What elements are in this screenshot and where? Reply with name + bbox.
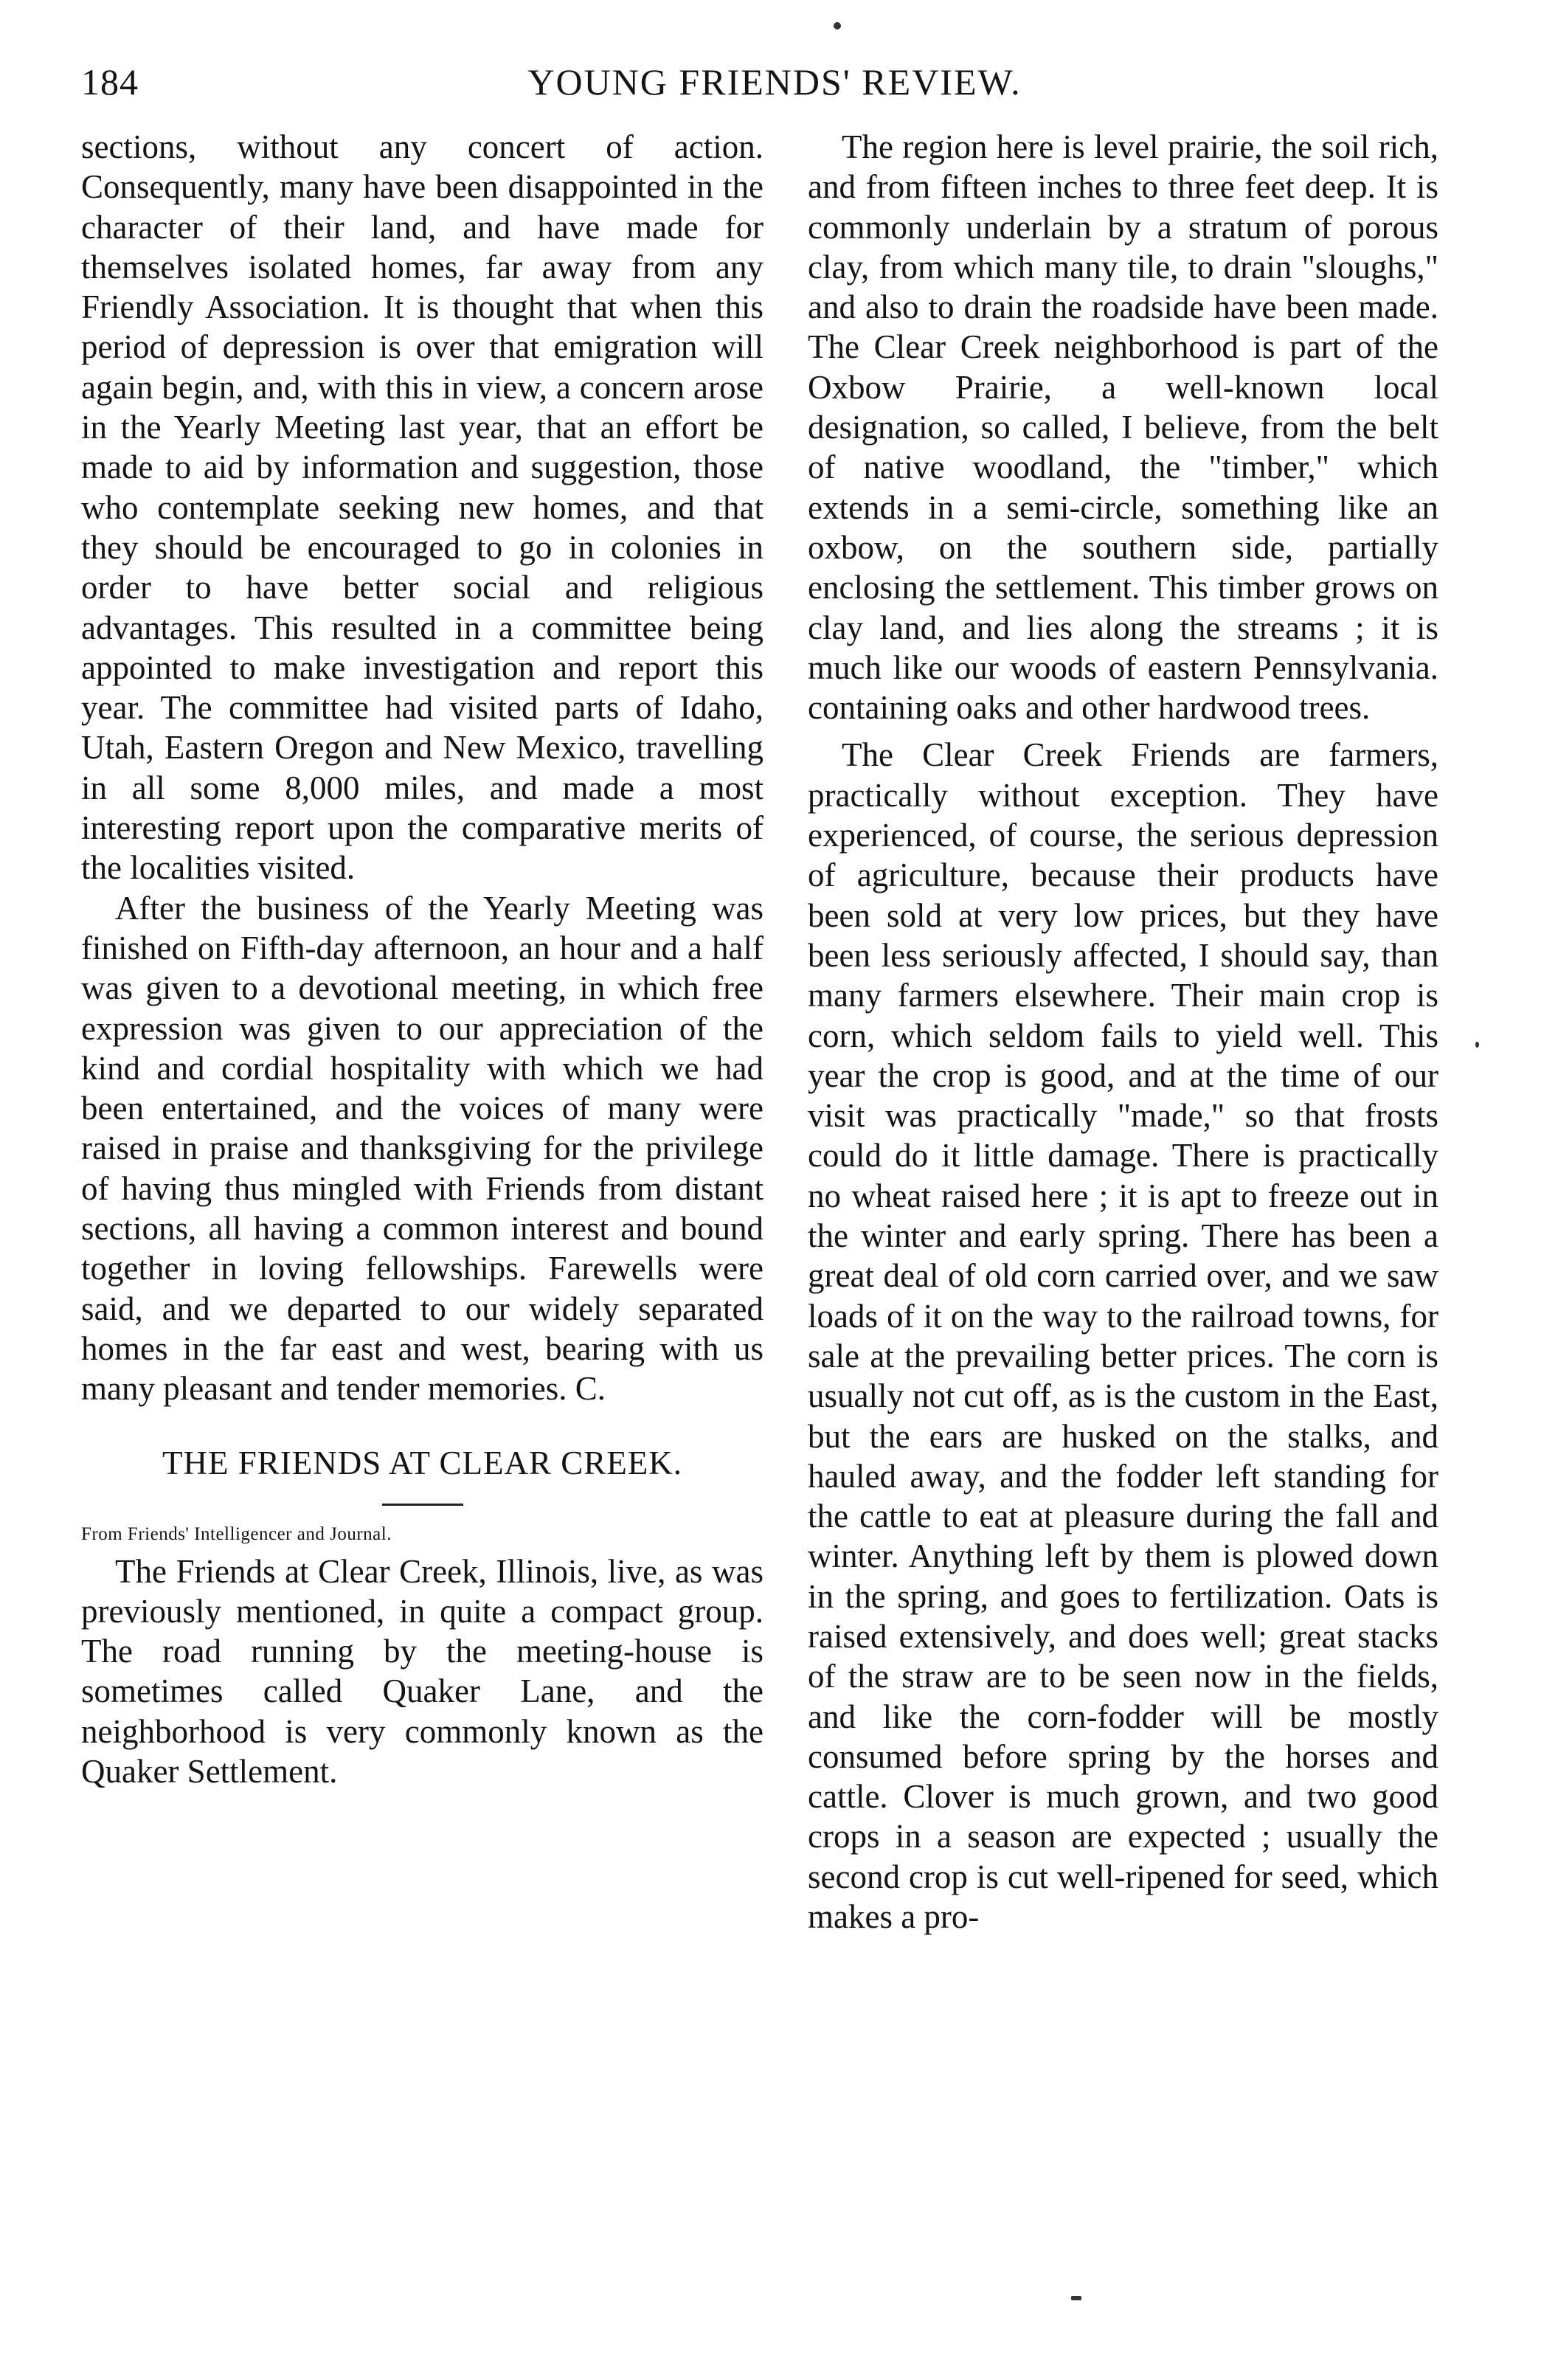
section-heading: THE FRIENDS AT CLEAR CREEK. <box>162 1444 682 1481</box>
left-paragraph-2: After the business of the Yearly Meeting was finished on Fifth-day afternoon, an hour and a half was given to a devotional meeting, in which free expression was given to our appreciation of the kind and cordial hospitality with which we had been entertained, and the voices of many were raised in praise and thanksgiving for the privilege of having thus mingled with Friends from distant sections, all having a common interest and bound together in loving fellowships. Farewells were said, and we departed to our widely separated homes in the far east and west, bearing with us many pleasant and tender memories. C. <box>81 889 763 1408</box>
page-header <box>81 60 1468 112</box>
scan-speck <box>1475 1042 1479 1048</box>
scan-speck <box>1071 2296 1081 2300</box>
heading-rule <box>382 1504 463 1506</box>
page-number: 184 <box>81 61 139 103</box>
left-column <box>81 127 763 1791</box>
left-paragraph-3: The Friends at Clear Creek, Illinois, live, as was previously mentioned, in quite a compact group. The road running by the meeting-house is sometimes called Quaker Lane, and the neighborhood is very commonly known as the Quaker Settlement. <box>81 1552 763 1790</box>
left-paragraph-1: sections, without any concert of action. Consequently, many have been disappointed in the character of their land, and have made for themselves isolated homes, far away from any Friendly Association. It is thought that when this period of depression is over that emigration will again begin, and, with this in view, a concern arose in the Yearly Meeting last year, that an effort be made to aid by information and suggestion, those who contemplate seeking new homes, and that they should be encouraged to go in colonies in order to have better social and religious advantages. This resulted in a committee being appointed to make investigation and report this year. The committee had visited parts of Idaho, Utah, Eastern Oregon and New Mexico, travelling in all some 8,000 miles, and made a most interesting report upon the comparative merits of the localities visited. <box>81 128 763 887</box>
scan-speck <box>834 22 841 30</box>
right-paragraph-1: The region here is level prairie, the soil rich, and from fifteen inches to three feet deep. It is commonly underlain by a stratum of porous clay, from which many tile, to drain "sloughs," and also to drain the roadside have been made. The Clear Creek neighborhood is part of the Oxbow Prairie, a well-known local designation, so called, I believe, from the belt of native woodland, the "timber," which extends in a semi-circle, something like an oxbow, on the southern side, partially enclosing the settlement. This timber grows on clay land, and lies along the streams ; it is much like our woods of eastern Pennsylvania. containing oaks and other hardwood trees. <box>808 128 1438 727</box>
right-paragraph-2: The Clear Creek Friends are farmers, practically without exception. They have experienced, of course, the serious depression of agriculture, because their products have been sold at very low prices, but they have been less seriously affected, I should say, than many farmers elsewhere. Their main crop is corn, which seldom fails to yield well. This year the crop is good, and at the time of our visit was practically "made," so that frosts could do it little damage. There is practically no wheat raised here ; it is apt to freeze out in the winter and early spring. There has been a great deal of old corn carried over, and we saw loads of it on the way to the railroad towns, for sale at the prevailing better prices. The corn is usually not cut off, as is the custom in the East, but the ears are husked on the stalks, and hauled away, and the fodder left standing for the cattle to eat at pleasure during the fall and winter. Anything left by them is plowed down in the spring, and goes to fertilization. Oats is raised extensively, and does well; great stacks of the straw are to be seen now in the fields, and like the corn-fodder will be mostly consumed before spring by the horses and cattle. Clover is much grown, and two good crops in a season are expected ; usually the second crop is cut well-ripened for seed, which makes a pro- <box>808 736 1438 1936</box>
running-title: YOUNG FRIENDS' REVIEW. <box>527 61 1022 103</box>
source-line: From Friends' Intelligencer and Journal. <box>81 1523 392 1544</box>
right-column <box>808 127 1438 1937</box>
